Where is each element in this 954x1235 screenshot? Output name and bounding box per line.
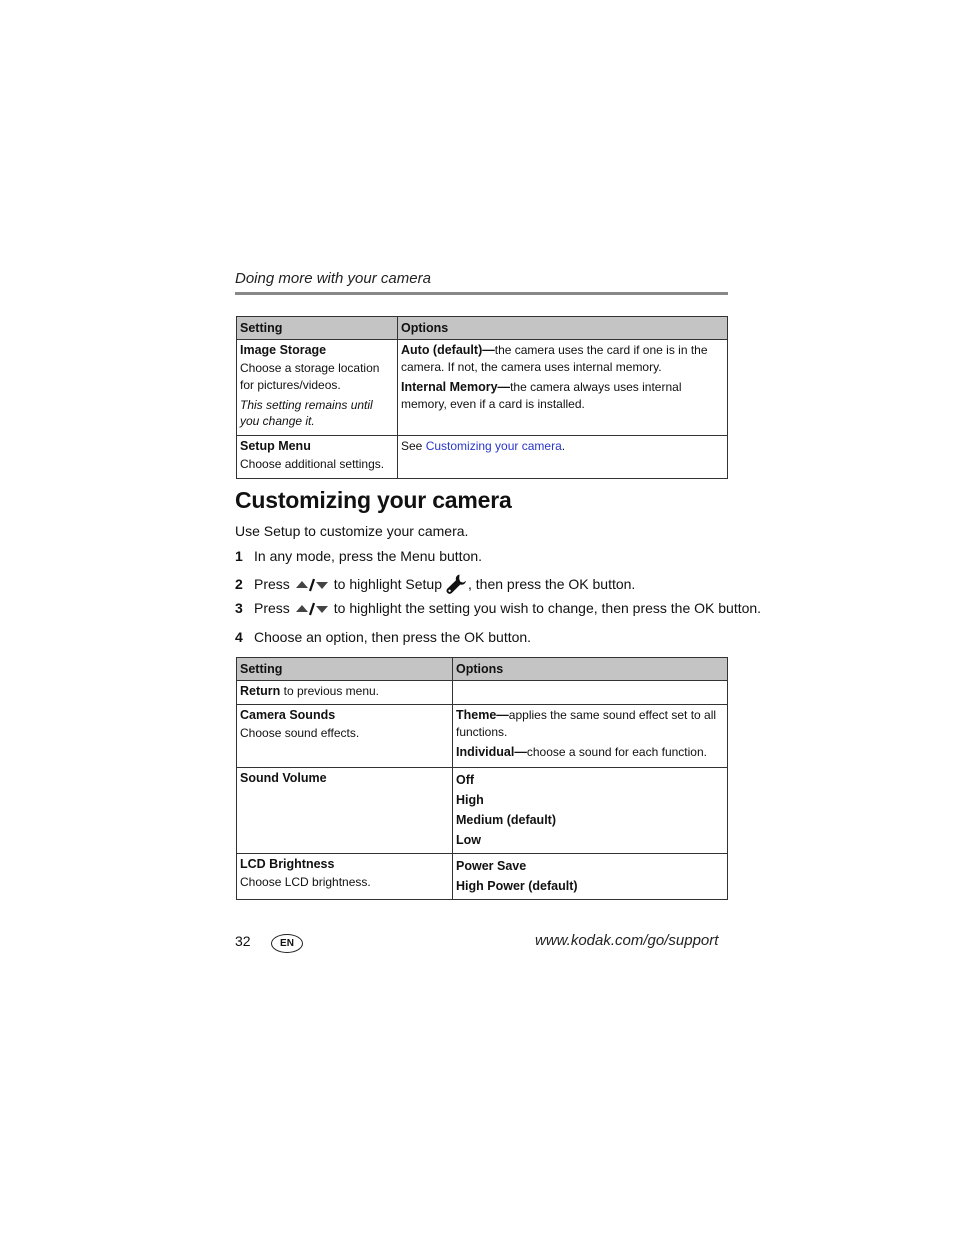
table-row	[237, 436, 728, 479]
customizing-link[interactable]: Customizing your camera	[425, 439, 562, 453]
option-description: the camera always uses internal memory, even if a card is installed.	[401, 380, 682, 411]
option-description: the camera uses the card if one is in the camera. If not, the camera uses internal memory.	[401, 343, 708, 374]
step-1	[235, 548, 482, 564]
up-down-arrows-icon	[295, 576, 329, 592]
setting-name: Sound Volume	[240, 771, 327, 785]
setting-cell	[237, 436, 398, 479]
table-row	[237, 768, 728, 854]
step-text-post: , then press the OK button.	[468, 576, 636, 592]
setting-name: LCD Brightness	[240, 857, 335, 871]
option-entry	[401, 379, 724, 413]
step-text-pre: Press	[254, 576, 290, 592]
option-entry	[456, 707, 724, 741]
setting-name: Camera Sounds	[240, 708, 336, 722]
option-name: Theme—	[456, 708, 509, 722]
options-cell	[453, 681, 728, 705]
options-cell	[398, 340, 728, 436]
settings-table-setup	[236, 657, 728, 900]
table-row	[237, 340, 728, 436]
setting-description: Choose additional settings.	[240, 457, 385, 471]
column-header-setting: Setting	[237, 317, 398, 340]
step-number: 4	[235, 629, 243, 645]
option-name: Medium (default)	[456, 813, 556, 827]
options-cell	[453, 705, 728, 768]
option-name: Power Save	[456, 859, 527, 873]
option-description: choose a sound for each function.	[526, 745, 707, 759]
setup-wrench-icon	[445, 573, 467, 595]
step-text: In any mode, press the Menu button.	[254, 548, 483, 564]
support-url[interactable]: www.kodak.com/go/support	[535, 932, 719, 949]
option-description: applies the same sound effect set to all functions.	[456, 708, 717, 739]
option-name: Auto (default)—	[401, 343, 495, 357]
step-text-mid: to highlight Setup	[333, 576, 442, 592]
step-2	[235, 573, 635, 595]
page-heading: Customizing your camera	[235, 487, 512, 513]
options-cell	[453, 854, 728, 900]
option-name: High Power (default)	[456, 879, 578, 893]
step-text: Choose an option, then press the OK button.	[254, 629, 532, 645]
setting-cell	[237, 768, 453, 854]
step-number: 3	[235, 600, 243, 616]
period: .	[561, 439, 566, 453]
setting-description: to previous menu.	[280, 684, 379, 698]
language-badge: EN	[271, 934, 303, 953]
setting-name: Setup Menu	[240, 439, 311, 453]
step-4	[235, 629, 531, 645]
table-row	[237, 681, 728, 705]
option-entry	[401, 342, 724, 376]
setting-cell	[237, 854, 453, 900]
setting-cell	[237, 340, 398, 436]
header-rule	[235, 292, 728, 295]
section-title: Doing more with your camera	[235, 270, 431, 287]
setting-cell	[237, 705, 453, 768]
options-cell	[453, 768, 728, 854]
table-header-row	[237, 317, 728, 340]
option-name: Low	[456, 833, 481, 847]
table-header-row	[237, 658, 728, 681]
setting-description: Choose LCD brightness.	[240, 875, 371, 889]
option-name: Internal Memory—	[401, 380, 511, 394]
step-number: 1	[235, 548, 243, 564]
setting-description: Choose sound effects.	[240, 726, 360, 740]
setting-name: Return	[240, 684, 281, 698]
column-header-setting: Setting	[237, 658, 453, 681]
step-3	[235, 600, 761, 616]
option-name: Individual—	[456, 745, 527, 759]
setting-cell	[237, 681, 453, 705]
see-text: See	[401, 439, 426, 453]
setting-note: This setting remains until you change it.	[240, 398, 373, 428]
option-name: Off	[456, 773, 475, 787]
intro-text: Use Setup to customize your camera.	[235, 523, 469, 539]
option-name: High	[456, 793, 484, 807]
setting-name: Image Storage	[240, 343, 327, 357]
table-row	[237, 854, 728, 900]
column-header-options: Options	[453, 658, 728, 681]
up-down-arrows-icon	[295, 600, 329, 616]
column-header-options: Options	[398, 317, 728, 340]
step-number: 2	[235, 576, 243, 592]
option-entry	[456, 744, 724, 761]
options-cell	[398, 436, 728, 479]
setting-description: Choose a storage location for pictures/videos.	[240, 361, 380, 392]
step-text-pre: Press	[254, 600, 290, 616]
page-number: 32	[235, 933, 251, 949]
table-row	[237, 705, 728, 768]
step-text-post: to highlight the setting you wish to change, then press the OK button.	[333, 600, 762, 616]
settings-table-storage	[236, 316, 728, 479]
